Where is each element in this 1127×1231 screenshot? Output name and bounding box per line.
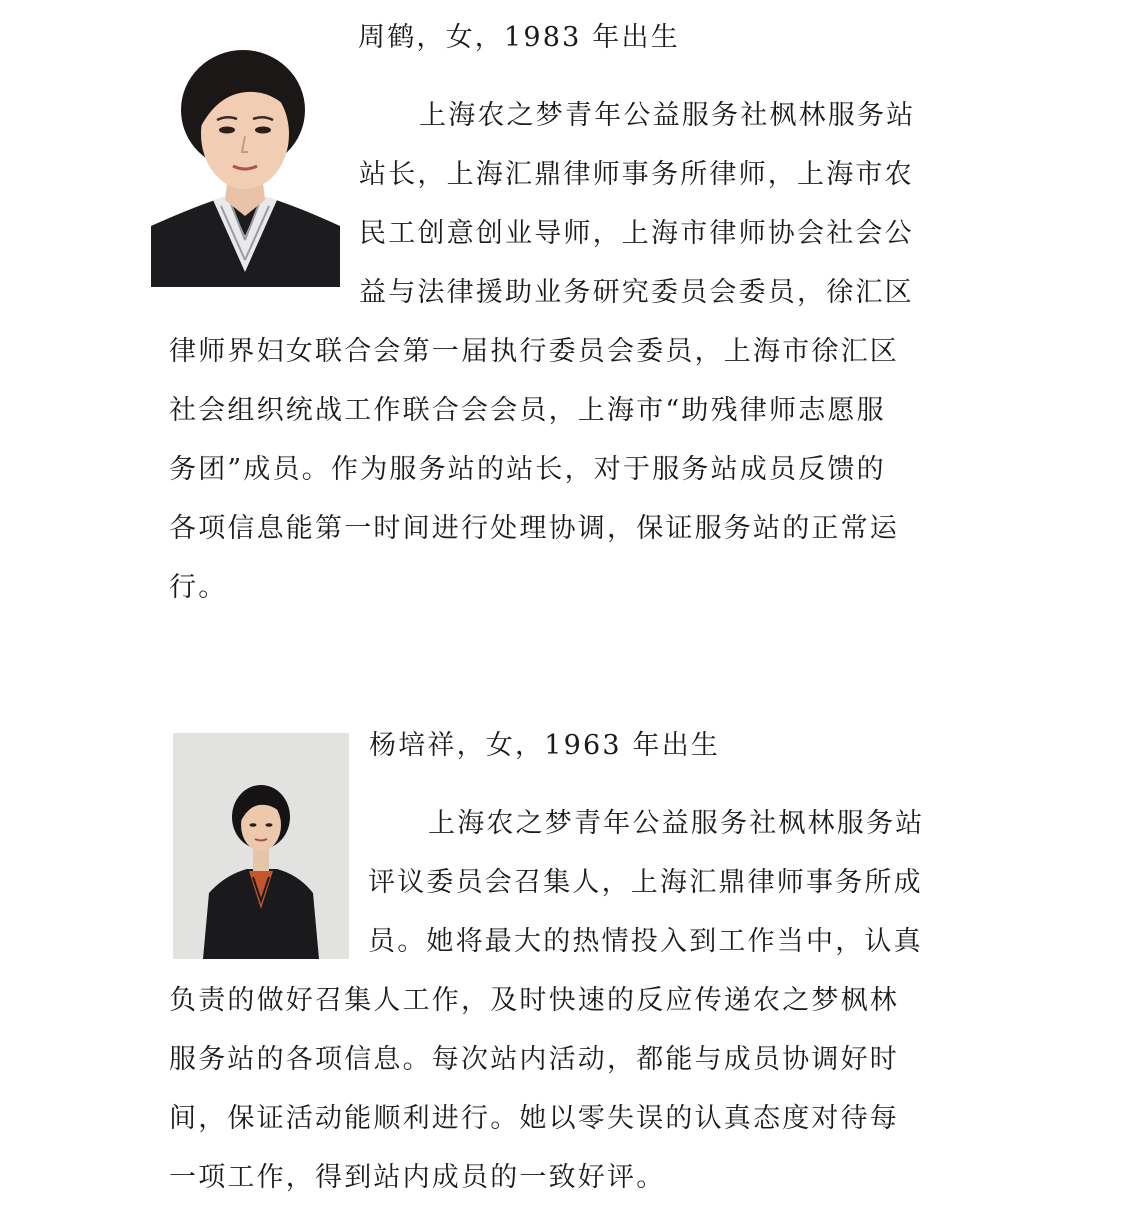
profile-yang-peixiang: [0, 700, 1127, 1220]
portrait-photo-icon: [173, 733, 349, 959]
bio-line: 一项工作，得到站内成员的一致好评。: [169, 1162, 666, 1193]
bio-line: 益与法律援助业务研究委员会委员，徐汇区: [359, 277, 914, 308]
portrait-photo-yang-peixiang: [173, 733, 349, 959]
bio-line: 社会组织统战工作联合会会员，上海市“助残律师志愿服: [169, 395, 886, 426]
bio-line: 站长，上海汇鼎律师事务所律师，上海市农: [359, 159, 914, 190]
bio-line: 上海农之梦青年公益服务社枫林服务站: [419, 100, 916, 131]
bio-line: 上海农之梦青年公益服务社枫林服务站: [428, 808, 925, 839]
bio-line: 各项信息能第一时间进行处理协调，保证服务站的正常运: [169, 513, 899, 544]
bio-line: 评议委员会召集人，上海汇鼎律师事务所成: [368, 867, 923, 898]
profile-header: 杨培祥，女，1963 年出生: [369, 730, 721, 761]
portrait-photo-zhou-he: [151, 40, 340, 287]
bio-line: 负责的做好召集人工作，及时快速的反应传递农之梦枫林: [169, 985, 899, 1016]
bio-line: 间，保证活动能顺利进行。她以零失误的认真态度对待每: [169, 1103, 899, 1134]
profile-header: 周鹤，女，1983 年出生: [358, 22, 680, 53]
bio-line: 员。她将最大的热情投入到工作当中，认真: [368, 926, 923, 957]
bio-line: 行。: [169, 572, 228, 603]
bio-line: 律师界妇女联合会第一届执行委员会委员，上海市徐汇区: [169, 336, 899, 367]
bio-line: 务团”成员。作为服务站的站长，对于服务站成员反馈的: [169, 454, 886, 485]
portrait-photo-icon: [151, 40, 340, 287]
bio-line: 服务站的各项信息。每次站内活动，都能与成员协调好时: [169, 1044, 899, 1075]
bio-line: 民工创意创业导师，上海市律师协会社会公: [359, 218, 914, 249]
